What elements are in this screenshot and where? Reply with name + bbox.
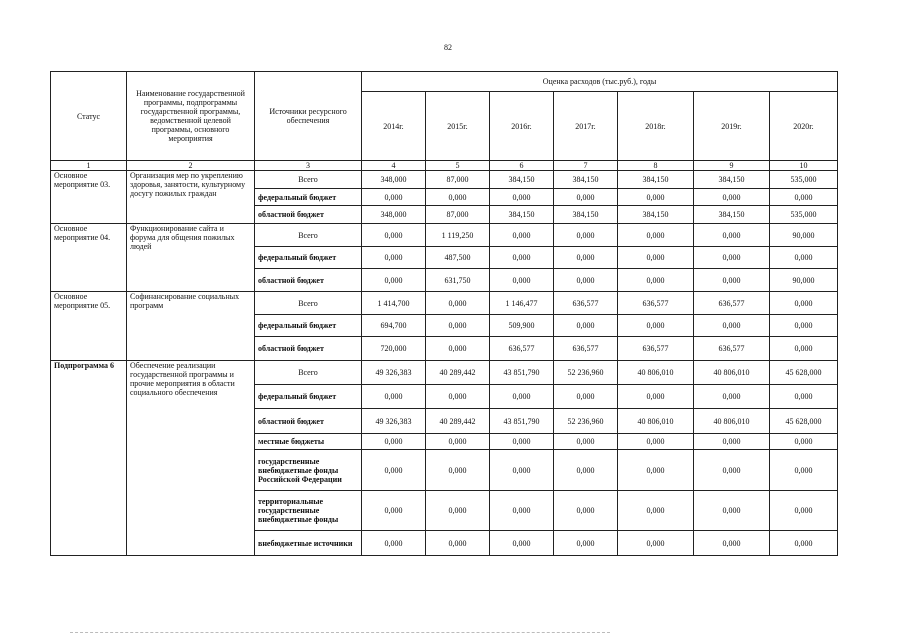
column-number: 5 (426, 161, 490, 171)
value-cell: 87,000 (426, 206, 490, 224)
value-cell: 49 326,383 (362, 361, 426, 385)
value-cell: 0,000 (426, 292, 490, 315)
value-cell: 0,000 (770, 385, 838, 409)
program-name-cell: Софинансирование социальных программ (127, 292, 255, 361)
value-cell: 52 236,960 (554, 361, 618, 385)
value-cell: 0,000 (618, 385, 694, 409)
value-cell: 0,000 (618, 434, 694, 450)
value-cell: 0,000 (618, 531, 694, 556)
value-cell: 535,000 (770, 206, 838, 224)
value-cell: 0,000 (618, 491, 694, 531)
value-cell: 43 851,790 (490, 361, 554, 385)
value-cell: 535,000 (770, 171, 838, 189)
value-cell: 0,000 (694, 531, 770, 556)
value-cell: 0,000 (694, 189, 770, 206)
source-cell: Всего (255, 292, 362, 315)
value-cell: 0,000 (426, 385, 490, 409)
value-cell: 0,000 (362, 189, 426, 206)
value-cell: 0,000 (554, 224, 618, 247)
program-name-cell: Организация мер по укреплению здоровья, занятости, культурному досугу пожилых граждан (127, 171, 255, 224)
header-year: 2015г. (426, 92, 490, 161)
value-cell: 0,000 (694, 269, 770, 292)
table-row (51, 171, 838, 189)
value-cell: 0,000 (770, 337, 838, 361)
header-status: Статус (51, 72, 127, 161)
scan-artifact-line (70, 632, 610, 633)
value-cell: 636,577 (618, 337, 694, 361)
value-cell: 0,000 (770, 189, 838, 206)
value-cell: 90,000 (770, 224, 838, 247)
source-cell: областной бюджет (255, 206, 362, 224)
value-cell: 0,000 (554, 491, 618, 531)
value-cell: 0,000 (490, 450, 554, 491)
header-year: 2020г. (770, 92, 838, 161)
header-estimate: Оценка расходов (тыс.руб.), годы (362, 72, 838, 92)
value-cell: 0,000 (362, 450, 426, 491)
value-cell: 631,750 (426, 269, 490, 292)
source-cell: территориальные государственные внебюджетные фонды (255, 491, 362, 531)
value-cell: 0,000 (770, 292, 838, 315)
column-number: 3 (255, 161, 362, 171)
value-cell: 49 326,383 (362, 409, 426, 434)
source-cell: федеральный бюджет (255, 247, 362, 269)
value-cell: 487,500 (426, 247, 490, 269)
value-cell: 0,000 (554, 315, 618, 337)
value-cell: 0,000 (426, 337, 490, 361)
value-cell: 384,150 (618, 206, 694, 224)
value-cell: 0,000 (770, 531, 838, 556)
value-cell: 0,000 (618, 247, 694, 269)
value-cell: 0,000 (426, 531, 490, 556)
value-cell: 0,000 (362, 224, 426, 247)
value-cell: 384,150 (490, 171, 554, 189)
source-cell: федеральный бюджет (255, 315, 362, 337)
value-cell: 720,000 (362, 337, 426, 361)
source-cell: местные бюджеты (255, 434, 362, 450)
value-cell: 0,000 (694, 315, 770, 337)
value-cell: 0,000 (362, 247, 426, 269)
value-cell: 0,000 (426, 315, 490, 337)
value-cell: 384,150 (554, 206, 618, 224)
header-year: 2016г. (490, 92, 554, 161)
value-cell: 40 806,010 (618, 361, 694, 385)
value-cell: 636,577 (694, 292, 770, 315)
status-cell: Основное мероприятие 03. (51, 171, 127, 224)
header-year: 2014г. (362, 92, 426, 161)
value-cell: 0,000 (618, 189, 694, 206)
value-cell: 0,000 (490, 434, 554, 450)
value-cell: 0,000 (490, 247, 554, 269)
status-cell: Подпрограмма 6 (51, 361, 127, 556)
value-cell: 0,000 (554, 247, 618, 269)
value-cell: 0,000 (554, 434, 618, 450)
program-name-cell: Обеспечение реализации государственной программы и прочие мероприятия в области социального обеспечения (127, 361, 255, 556)
value-cell: 348,000 (362, 171, 426, 189)
value-cell: 0,000 (490, 491, 554, 531)
column-number: 6 (490, 161, 554, 171)
value-cell: 0,000 (490, 189, 554, 206)
value-cell: 0,000 (618, 450, 694, 491)
value-cell: 0,000 (362, 531, 426, 556)
source-cell: федеральный бюджет (255, 385, 362, 409)
value-cell: 43 851,790 (490, 409, 554, 434)
value-cell: 0,000 (770, 434, 838, 450)
value-cell: 636,577 (490, 337, 554, 361)
program-name-cell: Функционирование сайта и форума для общения пожилых людей (127, 224, 255, 292)
header-year: 2017г. (554, 92, 618, 161)
header-year: 2019г. (694, 92, 770, 161)
source-cell: Всего (255, 171, 362, 189)
value-cell: 384,150 (618, 171, 694, 189)
value-cell: 0,000 (426, 434, 490, 450)
value-cell: 1 414,700 (362, 292, 426, 315)
value-cell: 0,000 (694, 385, 770, 409)
value-cell: 0,000 (362, 491, 426, 531)
value-cell: 40 806,010 (618, 409, 694, 434)
value-cell: 0,000 (694, 247, 770, 269)
value-cell: 636,577 (554, 337, 618, 361)
value-cell: 0,000 (770, 247, 838, 269)
value-cell: 87,000 (426, 171, 490, 189)
value-cell: 40 289,442 (426, 361, 490, 385)
value-cell: 40 806,010 (694, 361, 770, 385)
value-cell: 40 806,010 (694, 409, 770, 434)
value-cell: 0,000 (554, 450, 618, 491)
table-row (51, 224, 838, 247)
value-cell: 0,000 (618, 269, 694, 292)
value-cell: 0,000 (426, 450, 490, 491)
value-cell: 636,577 (554, 292, 618, 315)
value-cell: 0,000 (554, 385, 618, 409)
source-cell: федеральный бюджет (255, 189, 362, 206)
value-cell: 0,000 (694, 434, 770, 450)
value-cell: 0,000 (554, 531, 618, 556)
value-cell: 0,000 (694, 491, 770, 531)
column-number-row (51, 161, 838, 171)
column-number: 2 (127, 161, 255, 171)
header-sources: Источники ресурсного обеспечения (255, 72, 362, 161)
value-cell: 0,000 (362, 269, 426, 292)
column-number: 4 (362, 161, 426, 171)
table-row (51, 361, 838, 385)
value-cell: 0,000 (362, 434, 426, 450)
value-cell: 694,700 (362, 315, 426, 337)
value-cell: 0,000 (770, 450, 838, 491)
value-cell: 0,000 (554, 269, 618, 292)
budget-table (50, 71, 838, 556)
value-cell: 0,000 (426, 189, 490, 206)
value-cell: 348,000 (362, 206, 426, 224)
value-cell: 1 146,477 (490, 292, 554, 315)
value-cell: 0,000 (694, 224, 770, 247)
value-cell: 45 628,000 (770, 361, 838, 385)
column-number: 7 (554, 161, 618, 171)
value-cell: 90,000 (770, 269, 838, 292)
column-number: 9 (694, 161, 770, 171)
column-number: 1 (51, 161, 127, 171)
value-cell: 0,000 (490, 531, 554, 556)
source-cell: внебюджетные источники (255, 531, 362, 556)
value-cell: 0,000 (490, 224, 554, 247)
page-number: 82 (444, 43, 452, 52)
value-cell: 384,150 (694, 206, 770, 224)
value-cell: 0,000 (426, 491, 490, 531)
value-cell: 1 119,250 (426, 224, 490, 247)
source-cell: Всего (255, 224, 362, 247)
value-cell: 45 628,000 (770, 409, 838, 434)
value-cell: 0,000 (618, 315, 694, 337)
value-cell: 0,000 (618, 224, 694, 247)
value-cell: 0,000 (490, 269, 554, 292)
status-cell: Основное мероприятие 05. (51, 292, 127, 361)
value-cell: 509,900 (490, 315, 554, 337)
value-cell: 0,000 (770, 315, 838, 337)
value-cell: 636,577 (618, 292, 694, 315)
value-cell: 52 236,960 (554, 409, 618, 434)
source-cell: областной бюджет (255, 337, 362, 361)
value-cell: 0,000 (770, 491, 838, 531)
value-cell: 0,000 (362, 385, 426, 409)
status-cell: Основное мероприятие 04. (51, 224, 127, 292)
table-row (51, 292, 838, 315)
source-cell: Всего (255, 361, 362, 385)
value-cell: 636,577 (694, 337, 770, 361)
value-cell: 0,000 (490, 385, 554, 409)
source-cell: государственные внебюджетные фонды Российской Федерации (255, 450, 362, 491)
source-cell: областной бюджет (255, 409, 362, 434)
value-cell: 0,000 (554, 189, 618, 206)
source-cell: областной бюджет (255, 269, 362, 292)
column-number: 10 (770, 161, 838, 171)
header-year: 2018г. (618, 92, 694, 161)
value-cell: 40 289,442 (426, 409, 490, 434)
value-cell: 384,150 (490, 206, 554, 224)
header-name: Наименование государственной программы, подпрограммы государственной программы, ведомственной целевой программы, основного мероприятия (127, 72, 255, 161)
value-cell: 384,150 (554, 171, 618, 189)
value-cell: 0,000 (694, 450, 770, 491)
column-number: 8 (618, 161, 694, 171)
value-cell: 384,150 (694, 171, 770, 189)
